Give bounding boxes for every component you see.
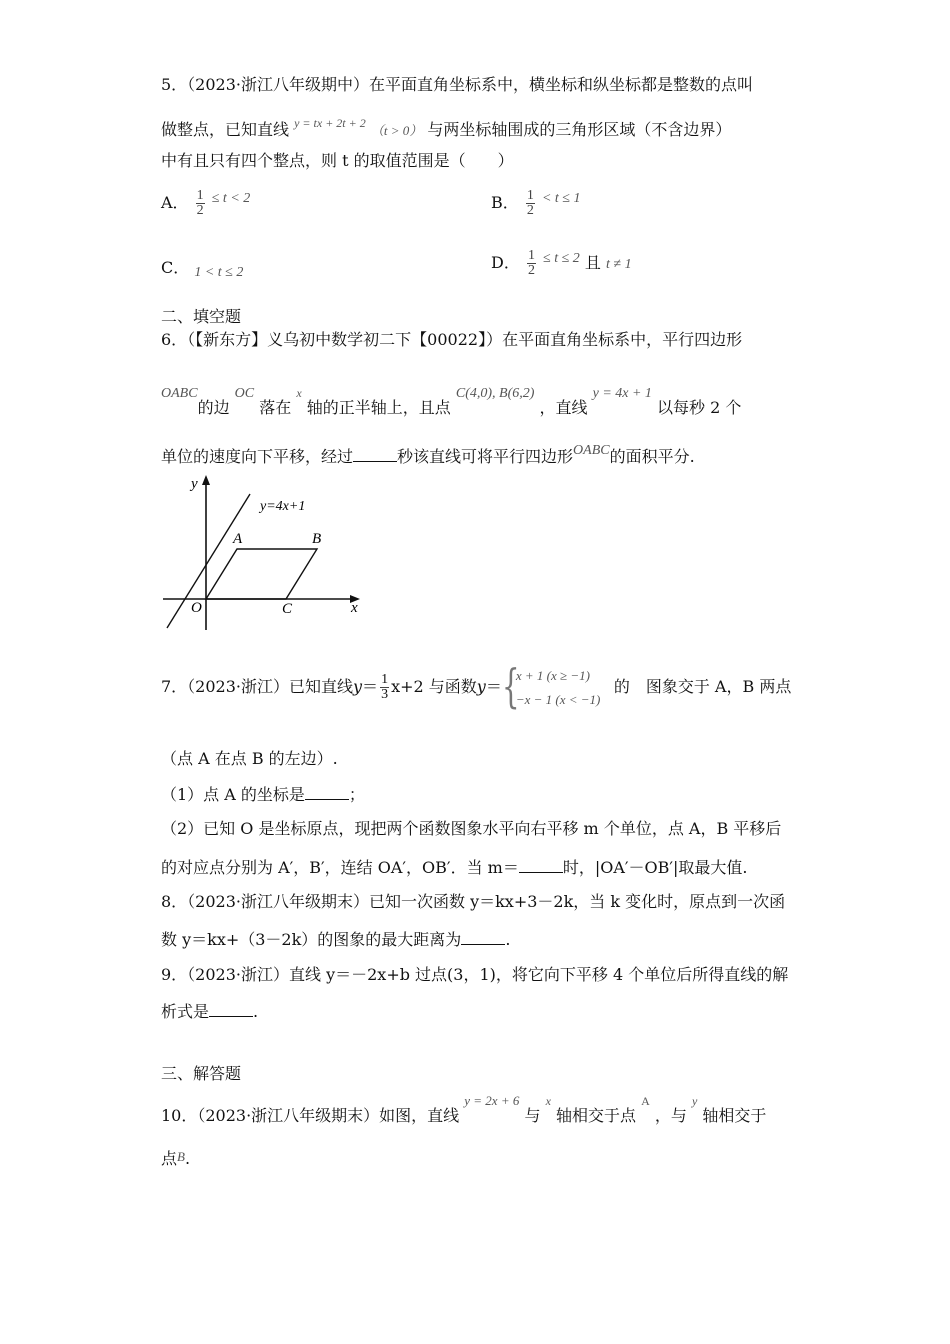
q7-eq: ＝: [362, 677, 379, 696]
y-axis-label: y: [191, 476, 198, 492]
q6-line2: [161, 382, 741, 422]
q5-text-b: 与两坐标轴围成的三角形区域（不含边界）: [427, 120, 732, 139]
q6-x: x: [296, 386, 302, 400]
q9-line1: 9．（2023·浙江）直线 y＝－2x+b 过点(3，1)，将它向下平移 4 个单位后所得直线的解: [161, 965, 789, 984]
q7-text: 7．（2023·浙江）已知直线: [161, 677, 353, 696]
q6-points: C(4,0), B(6,2): [455, 386, 535, 401]
q9-answer-blank[interactable]: [209, 1000, 253, 1017]
q7-text: （1）点 A 的坐标是: [161, 785, 305, 804]
q5-line2: [161, 112, 731, 142]
q10-text: 与: [524, 1106, 541, 1125]
x-axis-label: x: [351, 600, 358, 616]
section-fill-blank: 二、填空题: [161, 307, 242, 326]
q10-line1: [161, 1090, 766, 1130]
q6-text: 以每秒 2 个: [657, 398, 742, 417]
q10-y: y: [691, 1094, 698, 1108]
q5-option-c[interactable]: [161, 257, 243, 284]
q5-option-b[interactable]: [491, 188, 580, 218]
point-o-label: O: [191, 600, 202, 616]
q10-text: .: [184, 1149, 191, 1168]
q8-answer-blank[interactable]: [461, 928, 505, 945]
q6-text: 落在: [259, 398, 292, 417]
option-text: ≤ t < 2: [211, 191, 251, 206]
q6-oabc: OABC: [573, 443, 610, 458]
q10-text: 轴相交于点: [555, 1106, 636, 1125]
q10-point-b: B: [177, 1149, 185, 1164]
q6-answer-blank[interactable]: [353, 445, 397, 462]
q5-option-d[interactable]: [491, 248, 632, 278]
q8-text: .: [505, 930, 511, 949]
q9-text: 析式是: [161, 1002, 210, 1021]
parallelogram-oabc: [206, 549, 317, 599]
q7-text: 时，|OA′－OB′|取最大值.: [562, 858, 748, 877]
q7-text: ；: [348, 785, 365, 804]
option-label: A．: [161, 193, 189, 212]
q8-line1: 8．（2023·浙江八年级期末）已知一次函数 y＝kx+3－2k，当 k 变化时，原点到一次函: [161, 892, 786, 911]
q10-text: 轴相交于: [702, 1106, 767, 1125]
q10-x: x: [545, 1094, 551, 1108]
fraction: $\frac{1}{3}$: [381, 671, 389, 702]
q10-text: 10．（2023·浙江八年级期末）如图，直线: [161, 1106, 460, 1125]
q7-line5: [161, 856, 748, 879]
point-c-label: C: [282, 601, 293, 617]
q6-text: 轴的正半轴上，且点: [306, 398, 451, 417]
q8-text: 数 y＝kx+（3－2k）的图象的最大距离为: [161, 930, 462, 949]
q10-line2: [161, 1146, 190, 1170]
case-2: −x − 1 (x < −1): [515, 692, 601, 707]
q10-point-a: A: [641, 1094, 650, 1108]
option-text: ≤ t ≤ 2: [543, 251, 580, 266]
q10-text: ，与: [654, 1106, 687, 1125]
q6-line3: [161, 440, 695, 468]
line-label: y=4x+1: [260, 499, 306, 514]
option-label: C．: [161, 258, 190, 277]
q6-line-equation: y = 4x + 1: [592, 386, 652, 401]
point-a-label: A: [233, 531, 243, 547]
q7-line2: （点 A 在点 B 的左边）.: [161, 749, 338, 768]
y-axis-arrow: [202, 475, 210, 485]
q5-condition: （t > 0）: [370, 123, 423, 138]
q7-line3: [161, 783, 365, 806]
q6-line1: 6．（【新东方】义乌初中数学初二下【00022】）在平面直角坐标系中，平行四边形: [161, 330, 743, 349]
option-label: B．: [491, 193, 519, 212]
q7-eq: ＝: [485, 677, 502, 696]
fraction: $\frac{1}{2}$: [526, 188, 534, 218]
q8-line2: [161, 928, 510, 951]
option-text: < t ≤ 1: [541, 191, 581, 206]
q6-text: ，直线: [539, 398, 588, 417]
q6-oabc: OABC: [161, 386, 198, 401]
q7-text: x+2 与函数: [391, 677, 477, 696]
q6-oc: OC: [234, 386, 255, 401]
point-b-label: B: [312, 531, 322, 547]
q6-text: 单位的速度向下平移，经过: [161, 447, 354, 466]
q7-text: 的对应点分别为 A′，B′，连结 OA′，OB′．当 m＝: [161, 858, 519, 877]
q7-answer-blank-1[interactable]: [305, 783, 349, 800]
option-label: D．: [491, 253, 520, 272]
q10-line-equation: y = 2x + 6: [464, 1093, 520, 1108]
q9-text: .: [253, 1002, 259, 1021]
line-y-4x-plus-1: [167, 494, 250, 628]
q7-answer-blank-2[interactable]: [519, 856, 563, 873]
q5-line-equation: y = tx + 2t + 2: [294, 116, 366, 130]
q5-line1: 5．（2023·浙江八年级期中）在平面直角坐标系中，横坐标和纵坐标都是整数的点叫: [161, 75, 753, 94]
q7-text: 的 图象交于 A，B 两点: [613, 677, 792, 696]
fraction: $\frac{1}{2}$: [196, 188, 204, 218]
q6-figure: [155, 470, 370, 635]
option-and: 且: [584, 253, 601, 272]
case-1: x + 1 (x ≥ −1): [515, 668, 590, 683]
q5-line3: 中有且只有四个整点，则 t 的取值范围是（ ）: [161, 151, 514, 170]
q7-y: y: [353, 677, 363, 696]
q6-text: 的面积平分.: [609, 447, 695, 466]
fraction: $\frac{1}{2}$: [527, 248, 535, 278]
option-text: 1 < t ≤ 2: [194, 265, 244, 280]
option-condition: t ≠ 1: [606, 257, 632, 272]
q7-y: y: [476, 677, 486, 696]
q5-text: 做整点，已知直线: [161, 120, 290, 139]
q6-text: 的边: [197, 398, 230, 417]
q7-line1: [161, 659, 792, 719]
q10-text: 点: [161, 1149, 178, 1168]
q9-line2: [161, 1000, 258, 1023]
section-solutions: 三、解答题: [161, 1064, 242, 1083]
q5-option-a[interactable]: [161, 188, 250, 218]
piecewise-function: [501, 659, 614, 713]
q7-line4: （2）已知 O 是坐标原点，现把两个函数图象水平向右平移 m 个单位，点 A，B 平移后: [161, 819, 782, 838]
brace-icon: {: [501, 659, 520, 713]
q6-text: 秒该直线可将平行四边形: [397, 447, 574, 466]
